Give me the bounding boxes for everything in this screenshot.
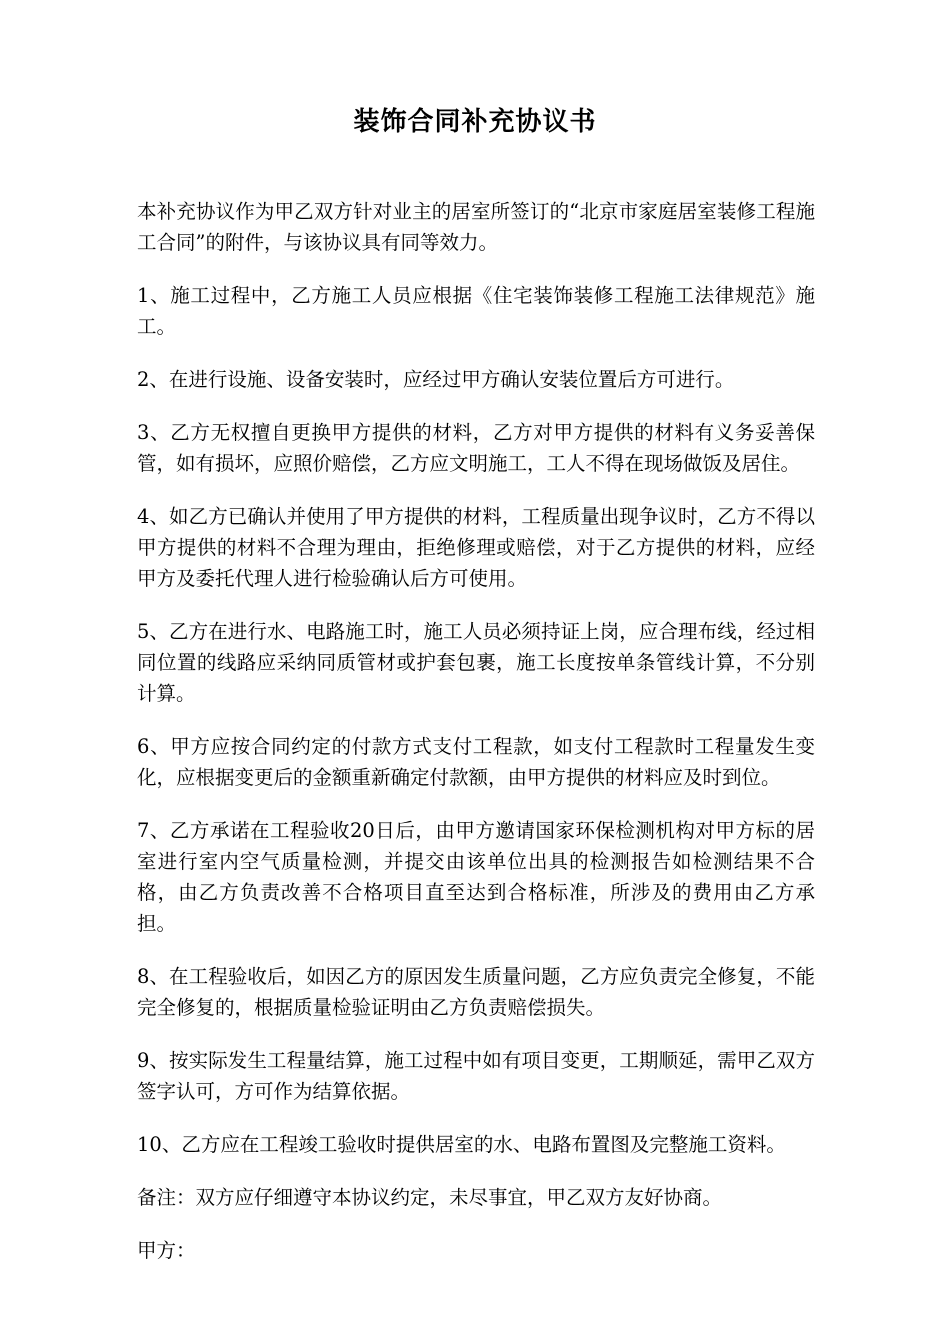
document-body <box>137 196 815 1266</box>
document-title: 装饰合同补充协议书 <box>353 107 597 137</box>
clause-3: 3、乙方无权擅自更换甲方提供的材料，乙方对甲方提供的材料有义务妥善保管，如有损坏，应照价赔偿，乙方应文明施工，工人不得在现场做饭及居住。 <box>137 421 815 475</box>
clause-8: 8、在工程验收后，如因乙方的原因发生质量问题，乙方应负责完全修复，不能完全修复的，根据质量检验证明由乙方负责赔偿损失。 <box>137 965 815 1019</box>
clause-5: 5、乙方在进行水、电路施工时，施工人员必须持证上岗，应合理布线，经过相同位置的线路应采纳同质管材或护套包裹，施工长度按单条管线计算，不分别计算。 <box>137 620 815 705</box>
clause-2: 2、在进行设施、设备安装时，应经过甲方确认安装位置后方可进行。 <box>137 368 735 391</box>
clause-7: 7、乙方承诺在工程验收20日后，由甲方邀请国家环保检测机构对甲方标的居室进行室内空气质量检测，并提交由该单位出具的检测报告如检测结果不合格，由乙方负责改善不合格项目直至达到合格标准，所涉及的费用由乙方承担。 <box>137 819 815 935</box>
clause-9: 9、按实际发生工程量结算，施工过程中如有项目变更，工期顺延，需甲乙双方签字认可，方可作为结算依据。 <box>137 1049 815 1103</box>
party-a-signature-label: 甲方： <box>137 1239 196 1262</box>
clause-6: 6、甲方应按合同约定的付款方式支付工程款，如支付工程款时工程量发生变化，应根据变更后的金额重新确定付款额，由甲方提供的材料应及时到位。 <box>137 735 815 789</box>
clause-10: 10、乙方应在工程竣工验收时提供居室的水、电路布置图及完整施工资料。 <box>137 1133 786 1156</box>
clause-4: 4、如乙方已确认并使用了甲方提供的材料，工程质量出现争议时，乙方不得以甲方提供的材料不合理为理由，拒绝修理或赔偿，对于乙方提供的材料，应经甲方及委托代理人进行检验确认后方可使用。 <box>137 505 815 590</box>
clause-1: 1、施工过程中，乙方施工人员应根据《住宅装饰装修工程施工法律规范》施工。 <box>137 284 815 338</box>
intro-paragraph: 本补充协议作为甲乙双方针对业主的居室所签订的“北京市家庭居室装修工程施工合同”的附件，与该协议具有同等效力。 <box>137 200 815 254</box>
remark-paragraph: 备注：双方应仔细遵守本协议约定，未尽事宜，甲乙双方友好协商。 <box>137 1186 723 1209</box>
